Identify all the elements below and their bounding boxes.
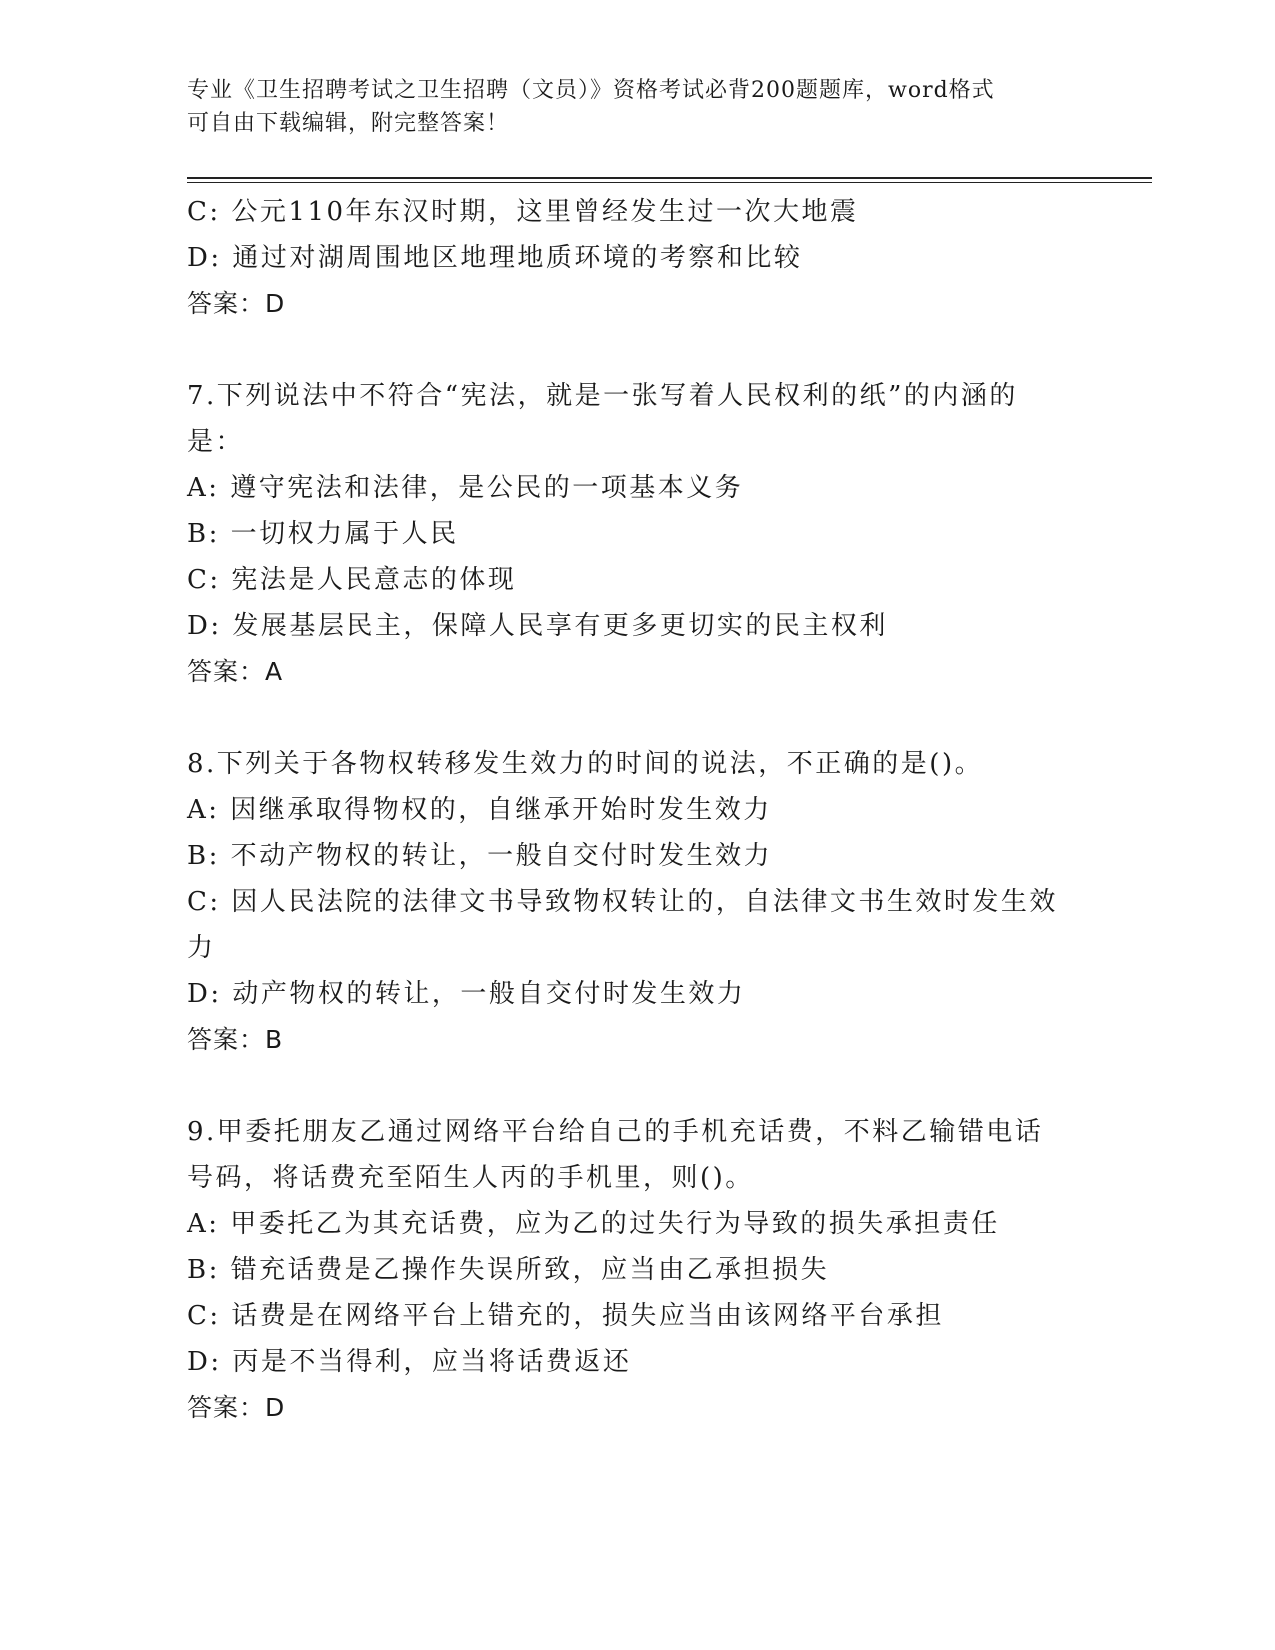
answer-line: 答案：D (187, 289, 286, 318)
question-text: 8.下列关于各物权转移发生效力的时间的说法，不正确的是()。 (187, 749, 984, 779)
question-8 (187, 741, 1087, 1063)
question-6 (187, 189, 1087, 327)
question-text: 9.甲委托朋友乙通过网络平台给自己的手机充话费，不料乙输错电话 (187, 1117, 1044, 1147)
question-list (187, 189, 1087, 1431)
option-b: B: 不动产物权的转让，一般自交付时发生效力 (187, 841, 773, 871)
option-d: D: 通过对湖周围地区地理地质环境的考察和比较 (187, 243, 803, 273)
option-c-continued: 力 (187, 933, 216, 963)
header-divider-thick (187, 177, 1152, 179)
question-9 (187, 1109, 1087, 1431)
option-d: D: 丙是不当得利，应当将话费返还 (187, 1347, 632, 1377)
question-spacer (187, 695, 1087, 741)
option-c: C: 话费是在网络平台上错充的，损失应当由该网络平台承担 (187, 1301, 944, 1331)
answer-line: 答案：A (187, 657, 284, 686)
question-7 (187, 373, 1087, 695)
question-text: 7.下列说法中不符合“宪法，就是一张写着人民权利的纸”的内涵的 (187, 381, 1018, 411)
option-c: C: 公元110年东汉时期，这里曾经发生过一次大地震 (187, 197, 859, 227)
question-text-continued: 是： (187, 427, 245, 457)
header-line-1: 专业《卫生招聘考试之卫生招聘（文员）》资格考试必背200题题库，word格式 (187, 78, 995, 103)
option-b: B: 错充话费是乙操作失误所致，应当由乙承担损失 (187, 1255, 830, 1285)
option-c: C: 因人民法院的法律文书导致物权转让的，自法律文书生效时发生效 (187, 887, 1058, 917)
option-c: C: 宪法是人民意志的体现 (187, 565, 517, 595)
answer-line: 答案：D (187, 1393, 286, 1422)
option-d: D: 动产物权的转让，一般自交付时发生效力 (187, 979, 746, 1009)
document-header (187, 74, 1087, 140)
question-spacer (187, 1063, 1087, 1109)
option-a: A: 遵守宪法和法律，是公民的一项基本义务 (187, 473, 744, 503)
option-d: D: 发展基层民主，保障人民享有更多更切实的民主权利 (187, 611, 888, 641)
question-spacer (187, 327, 1087, 373)
option-b: B: 一切权力属于人民 (187, 519, 459, 549)
header-divider-thin (187, 182, 1152, 183)
option-a: A: 甲委托乙为其充话费，应为乙的过失行为导致的损失承担责任 (187, 1209, 1000, 1239)
answer-line: 答案：B (187, 1025, 284, 1054)
option-a: A: 因继承取得物权的，自继承开始时发生效力 (187, 795, 772, 825)
header-line-2: 可自由下载编辑，附完整答案！ (187, 111, 510, 136)
question-text-continued: 号码，将话费充至陌生人丙的手机里，则()。 (187, 1163, 754, 1193)
